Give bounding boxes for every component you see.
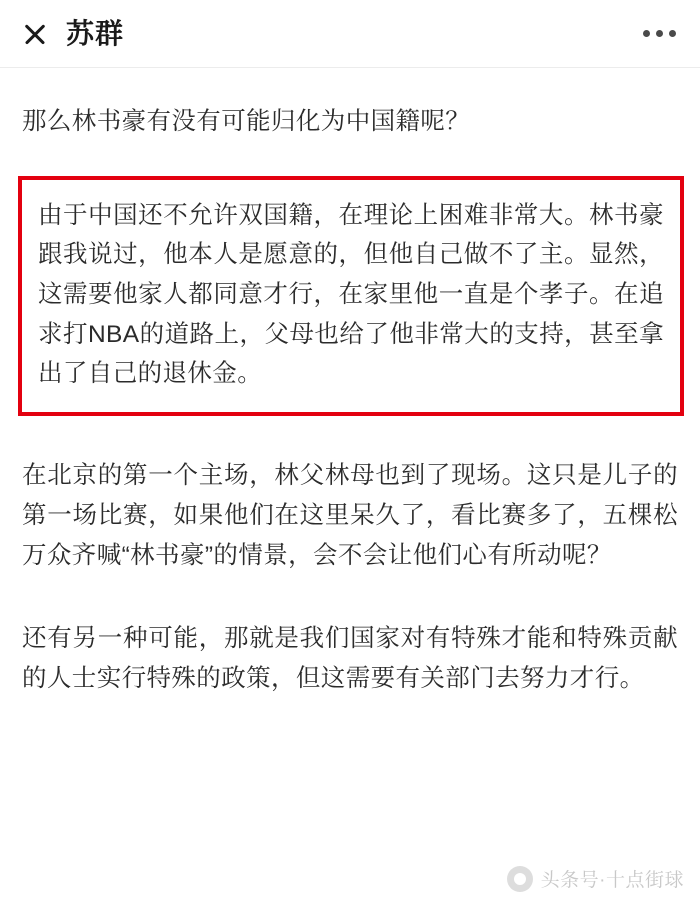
highlighted-paragraph-box: [18, 176, 684, 416]
more-horizontal-icon[interactable]: [641, 22, 678, 45]
top-navigation-bar: [0, 0, 700, 68]
watermark-text: 头条号·十点街球: [540, 870, 684, 891]
account-name: 苏群: [66, 17, 125, 49]
close-icon[interactable]: [18, 17, 52, 51]
more-dot-2: [656, 30, 663, 37]
article-body: [0, 68, 700, 699]
article-paragraph-highlighted: 由于中国还不允许双国籍，在理论上困难非常大。林书豪跟我说过，他本人是愿意的，但他自己做不了主。显然，这需要他家人都同意才行，在家里他一直是个孝子。在追求打NBA的道路上，父母也给了他非常大的支持，甚至拿出了自己的退休金。: [38, 201, 664, 388]
watermark: [507, 865, 684, 892]
more-dot-1: [643, 30, 650, 37]
article-paragraph: 还有另一种可能，那就是我们国家对有特殊才能和特殊贡献的人士实行特殊的政策，但这需要有关部门去努力才行。: [22, 625, 678, 692]
circle-logo-icon: [507, 866, 533, 892]
article-paragraph: 那么林书豪有没有可能归化为中国籍呢？: [22, 108, 471, 135]
article-paragraph: 在北京的第一个主场，林父林母也到了现场。这只是儿子的第一场比赛，如果他们在这里呆久了，看比赛多了，五棵松万众齐喊“林书豪”的情景，会不会让他们心有所动呢？: [22, 462, 678, 569]
more-dot-3: [669, 30, 676, 37]
